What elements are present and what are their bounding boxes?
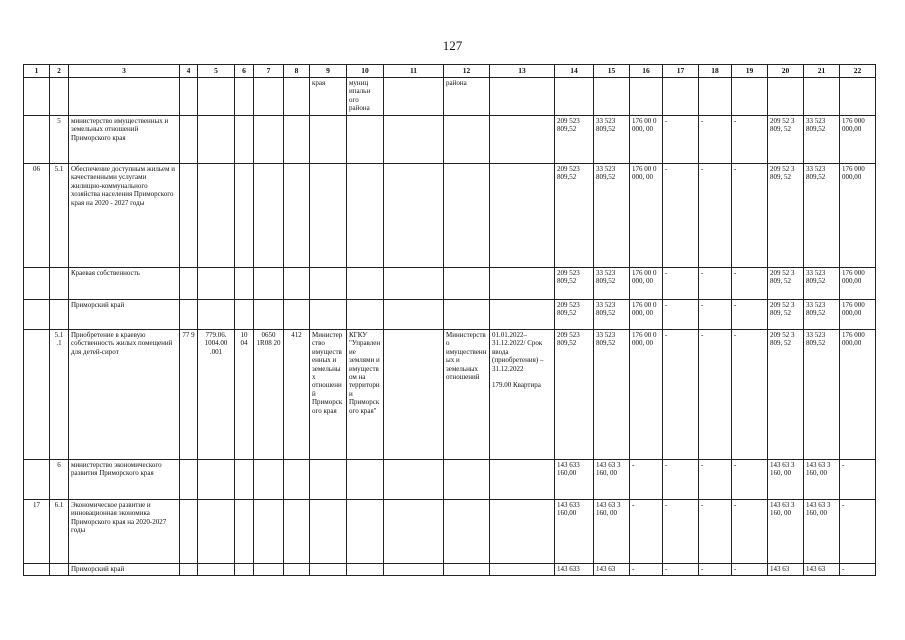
table-cell [180,500,198,564]
table-cell [235,78,254,116]
table-cell: 6 [50,460,69,500]
table-cell: 33 523 809,52 [594,330,630,460]
table-cell: 0650 1R08 20 [254,330,284,460]
table-cell: 5.1 [50,164,69,268]
table-cell [235,116,254,164]
table-cell: - [663,164,699,268]
budget-table [23,64,876,576]
table-cell [24,300,50,330]
header-cell: 19 [732,65,768,78]
table-cell [254,460,284,500]
table-cell: 143 63 [768,564,804,576]
table-cell: - [699,500,732,564]
table-cell: 779.06. 1004.00 .001 [198,330,235,460]
table-cell: 209 523 809,52 [555,330,594,460]
table-cell [310,164,347,268]
table-cell: 412 [284,330,310,460]
table-cell [180,460,198,500]
table-cell: 6.1 [50,500,69,564]
table-cell [198,300,235,330]
table-cell: 209 523 809,52 [555,164,594,268]
table-row [24,460,876,500]
table-cell [180,564,198,576]
table-cell: 176 000 000,00 [840,116,876,164]
table-cell: 176 000 000,00 [840,330,876,460]
table-cell [198,500,235,564]
table-cell [284,268,310,300]
table-cell [384,460,444,500]
table-cell: 209 52 3 809, 52 [768,116,804,164]
table-cell: 143 633 [555,564,594,576]
table-cell: 33 523 809,52 [804,164,840,268]
table-cell: - [732,564,768,576]
table-cell: - [630,564,663,576]
table-row [24,330,876,460]
table-cell [347,116,384,164]
header-cell: 22 [840,65,876,78]
header-cell: 3 [69,65,180,78]
table-cell [310,116,347,164]
table-cell: 10 04 [235,330,254,460]
table-cell [768,78,804,116]
header-cell: 15 [594,65,630,78]
table-cell: - [699,564,732,576]
table-cell [490,116,555,164]
table-cell: Приобретение в краевую собственность жилых помещений для детей-сирот [69,330,180,460]
table-row [24,500,876,564]
table-cell: 143 63 [594,564,630,576]
table-cell: муниц ипальн ого района [347,78,384,116]
table-cell: - [663,330,699,460]
table-cell [284,164,310,268]
table-cell [198,164,235,268]
table-cell: 143 63 [804,564,840,576]
table-cell [804,78,840,116]
header-cell: 6 [235,65,254,78]
header-cell: 8 [284,65,310,78]
table-cell: 33 523 809,52 [804,116,840,164]
table-cell: 33 523 809,52 [594,116,630,164]
table-cell [284,564,310,576]
table-cell [663,78,699,116]
header-cell: 13 [490,65,555,78]
table-cell [284,116,310,164]
table-cell: КГКУ "Управление землями и имуществом на территории Приморского края" [347,330,384,460]
table-cell: 143 63 3 160, 00 [768,460,804,500]
table-cell [444,300,490,330]
table-cell: Министерство имущественных и земельных отношений [444,330,490,460]
table-cell [347,164,384,268]
table-cell [384,300,444,330]
table-cell [24,78,50,116]
table-cell [444,500,490,564]
table-cell [384,116,444,164]
table-cell: - [663,116,699,164]
table-cell [840,78,876,116]
table-cell [490,268,555,300]
table-cell [490,500,555,564]
table-cell: - [630,500,663,564]
table-cell [444,564,490,576]
table-cell: 33 523 809,52 [594,164,630,268]
table-cell [254,164,284,268]
table-cell [594,78,630,116]
table-cell [24,330,50,460]
table-cell [347,500,384,564]
table-cell: 143 63 3 160, 00 [804,500,840,564]
table-cell [24,564,50,576]
table-cell [198,78,235,116]
table-cell: 5.1 .1 [50,330,69,460]
table-cell [235,460,254,500]
header-cell: 10 [347,65,384,78]
table-cell: 209 523 809,52 [555,116,594,164]
table-cell: - [663,460,699,500]
table-cell [310,268,347,300]
table-cell: 176 000 000,00 [840,164,876,268]
table-cell: - [732,164,768,268]
table-cell [347,460,384,500]
table-cell: 176 00 0 000, 00 [630,164,663,268]
table-cell: 209 523 809,52 [555,268,594,300]
header-cell: 18 [699,65,732,78]
table-cell [384,268,444,300]
header-cell: 5 [198,65,235,78]
table-cell: 209 52 3 809, 52 [768,268,804,300]
table-cell [50,300,69,330]
table-cell: района [444,78,490,116]
table-cell [490,164,555,268]
table-cell: министерство имущественных и земельных отношений Приморского края [69,116,180,164]
header-cell: 20 [768,65,804,78]
table-cell: 176 000 000,00 [840,300,876,330]
table-cell [180,116,198,164]
header-cell: 7 [254,65,284,78]
table-cell: 143 633 160,00 [555,460,594,500]
header-cell: 12 [444,65,490,78]
header-cell: 11 [384,65,444,78]
table-cell: 33 523 809,52 [804,300,840,330]
table-cell: - [732,500,768,564]
table-cell [24,460,50,500]
table-cell: - [840,460,876,500]
table-cell [284,500,310,564]
table-row [24,78,876,116]
table-cell [235,564,254,576]
table-cell [555,78,594,116]
table-cell [180,300,198,330]
table-cell [50,564,69,576]
table-cell [254,78,284,116]
table-cell: 17 [24,500,50,564]
table-cell: 143 63 3 160, 00 [594,500,630,564]
table-cell [50,78,69,116]
header-cell: 21 [804,65,840,78]
table-cell: - [732,268,768,300]
table-cell [384,78,444,116]
table-cell: 143 63 3 160, 00 [804,460,840,500]
table-cell: 209 52 3 809, 52 [768,330,804,460]
table-cell: Обеспечение доступным жильем и качественными услугами жилищно-коммунального хозяйства населения Приморского края на 2020 - 2027 годы [69,164,180,268]
table-cell [284,78,310,116]
table-cell: 176 00 0 000, 00 [630,330,663,460]
table-cell: края [310,78,347,116]
table-cell: 209 52 3 809, 52 [768,164,804,268]
header-row [24,65,876,78]
table-cell [384,564,444,576]
table-cell: - [663,500,699,564]
table-cell [347,564,384,576]
table-cell: - [699,116,732,164]
table-cell: - [663,564,699,576]
table-cell [444,460,490,500]
table-cell [235,268,254,300]
table-cell [347,300,384,330]
table-cell [490,460,555,500]
table-cell: Приморский край [69,564,180,576]
table-cell [254,564,284,576]
table-cell [254,268,284,300]
table-cell: - [699,164,732,268]
table-cell: 176 000 000,00 [840,268,876,300]
table-cell [444,164,490,268]
table-cell: - [663,300,699,330]
table-cell [24,116,50,164]
table-cell [24,268,50,300]
header-cell: 4 [180,65,198,78]
table-cell: 176 00 0 000, 00 [630,268,663,300]
header-cell: 2 [50,65,69,78]
table-cell: 33 523 809,52 [804,330,840,460]
table-row [24,164,876,268]
table-cell: 176 00 0 000, 00 [630,300,663,330]
table-cell [699,78,732,116]
table-cell: 33 523 809,52 [804,268,840,300]
table-cell [235,500,254,564]
table-cell: - [699,460,732,500]
table-cell: министерство экономического развития Приморского края [69,460,180,500]
table-cell [732,78,768,116]
table-cell: 209 523 809,52 [555,300,594,330]
table-cell [180,78,198,116]
table-cell: - [699,300,732,330]
table-cell [198,268,235,300]
table-cell: 33 523 809,52 [594,268,630,300]
table-row [24,268,876,300]
table-cell: 06 [24,164,50,268]
table-row [24,116,876,164]
table-cell [284,300,310,330]
table-cell [180,268,198,300]
table-cell [444,116,490,164]
table-cell [490,300,555,330]
table-cell: - [732,300,768,330]
table-cell [384,164,444,268]
table-cell: 143 63 3 160, 00 [594,460,630,500]
table-cell [490,564,555,576]
table-cell [235,164,254,268]
table-cell: - [699,268,732,300]
table-cell [630,78,663,116]
table-cell: Краевая собственность [69,268,180,300]
header-cell: 17 [663,65,699,78]
table-cell: - [840,564,876,576]
table-cell [254,300,284,330]
table-cell: Приморский край [69,300,180,330]
table-cell: 77 9 [180,330,198,460]
table-cell [69,78,180,116]
table-cell [310,564,347,576]
header-cell: 16 [630,65,663,78]
table-cell [254,500,284,564]
header-cell: 14 [555,65,594,78]
table-cell: 01.01.2022–31.12.2022/ Срок ввода (приобретения) – 31.12.2022 179.00 Квартира [490,330,555,460]
table-cell: - [732,330,768,460]
table-cell [254,116,284,164]
table-cell [384,330,444,460]
header-cell: 9 [310,65,347,78]
table-cell: - [840,500,876,564]
table-cell [50,268,69,300]
table-cell [180,164,198,268]
table-cell [198,116,235,164]
table-cell [235,300,254,330]
table-cell: - [663,268,699,300]
table-cell: 176 00 0 000, 00 [630,116,663,164]
table-cell [310,460,347,500]
table-cell [384,500,444,564]
table-cell: 143 633 160,00 [555,500,594,564]
table-cell [347,268,384,300]
header-cell: 1 [24,65,50,78]
table-cell: - [699,330,732,460]
table-cell [310,300,347,330]
table-cell: 5 [50,116,69,164]
table-cell: - [732,460,768,500]
table-cell [444,268,490,300]
table-cell [284,460,310,500]
table-cell: 209 52 3 809, 52 [768,300,804,330]
table-cell [198,460,235,500]
table-row [24,564,876,576]
table-cell [310,500,347,564]
table-cell: 143 63 3 160, 00 [768,500,804,564]
table-cell: Министерство имущественных и земельных отношений Приморского края [310,330,347,460]
table-cell: - [732,116,768,164]
table-cell: 33 523 809,52 [594,300,630,330]
table-cell [198,564,235,576]
table-cell: - [630,460,663,500]
table-row [24,300,876,330]
table-cell: Экономическое развитие и инновационная экономика Приморского края на 2020-2027 годы [69,500,180,564]
table-cell [490,78,555,116]
page-number: 127 [442,38,463,53]
